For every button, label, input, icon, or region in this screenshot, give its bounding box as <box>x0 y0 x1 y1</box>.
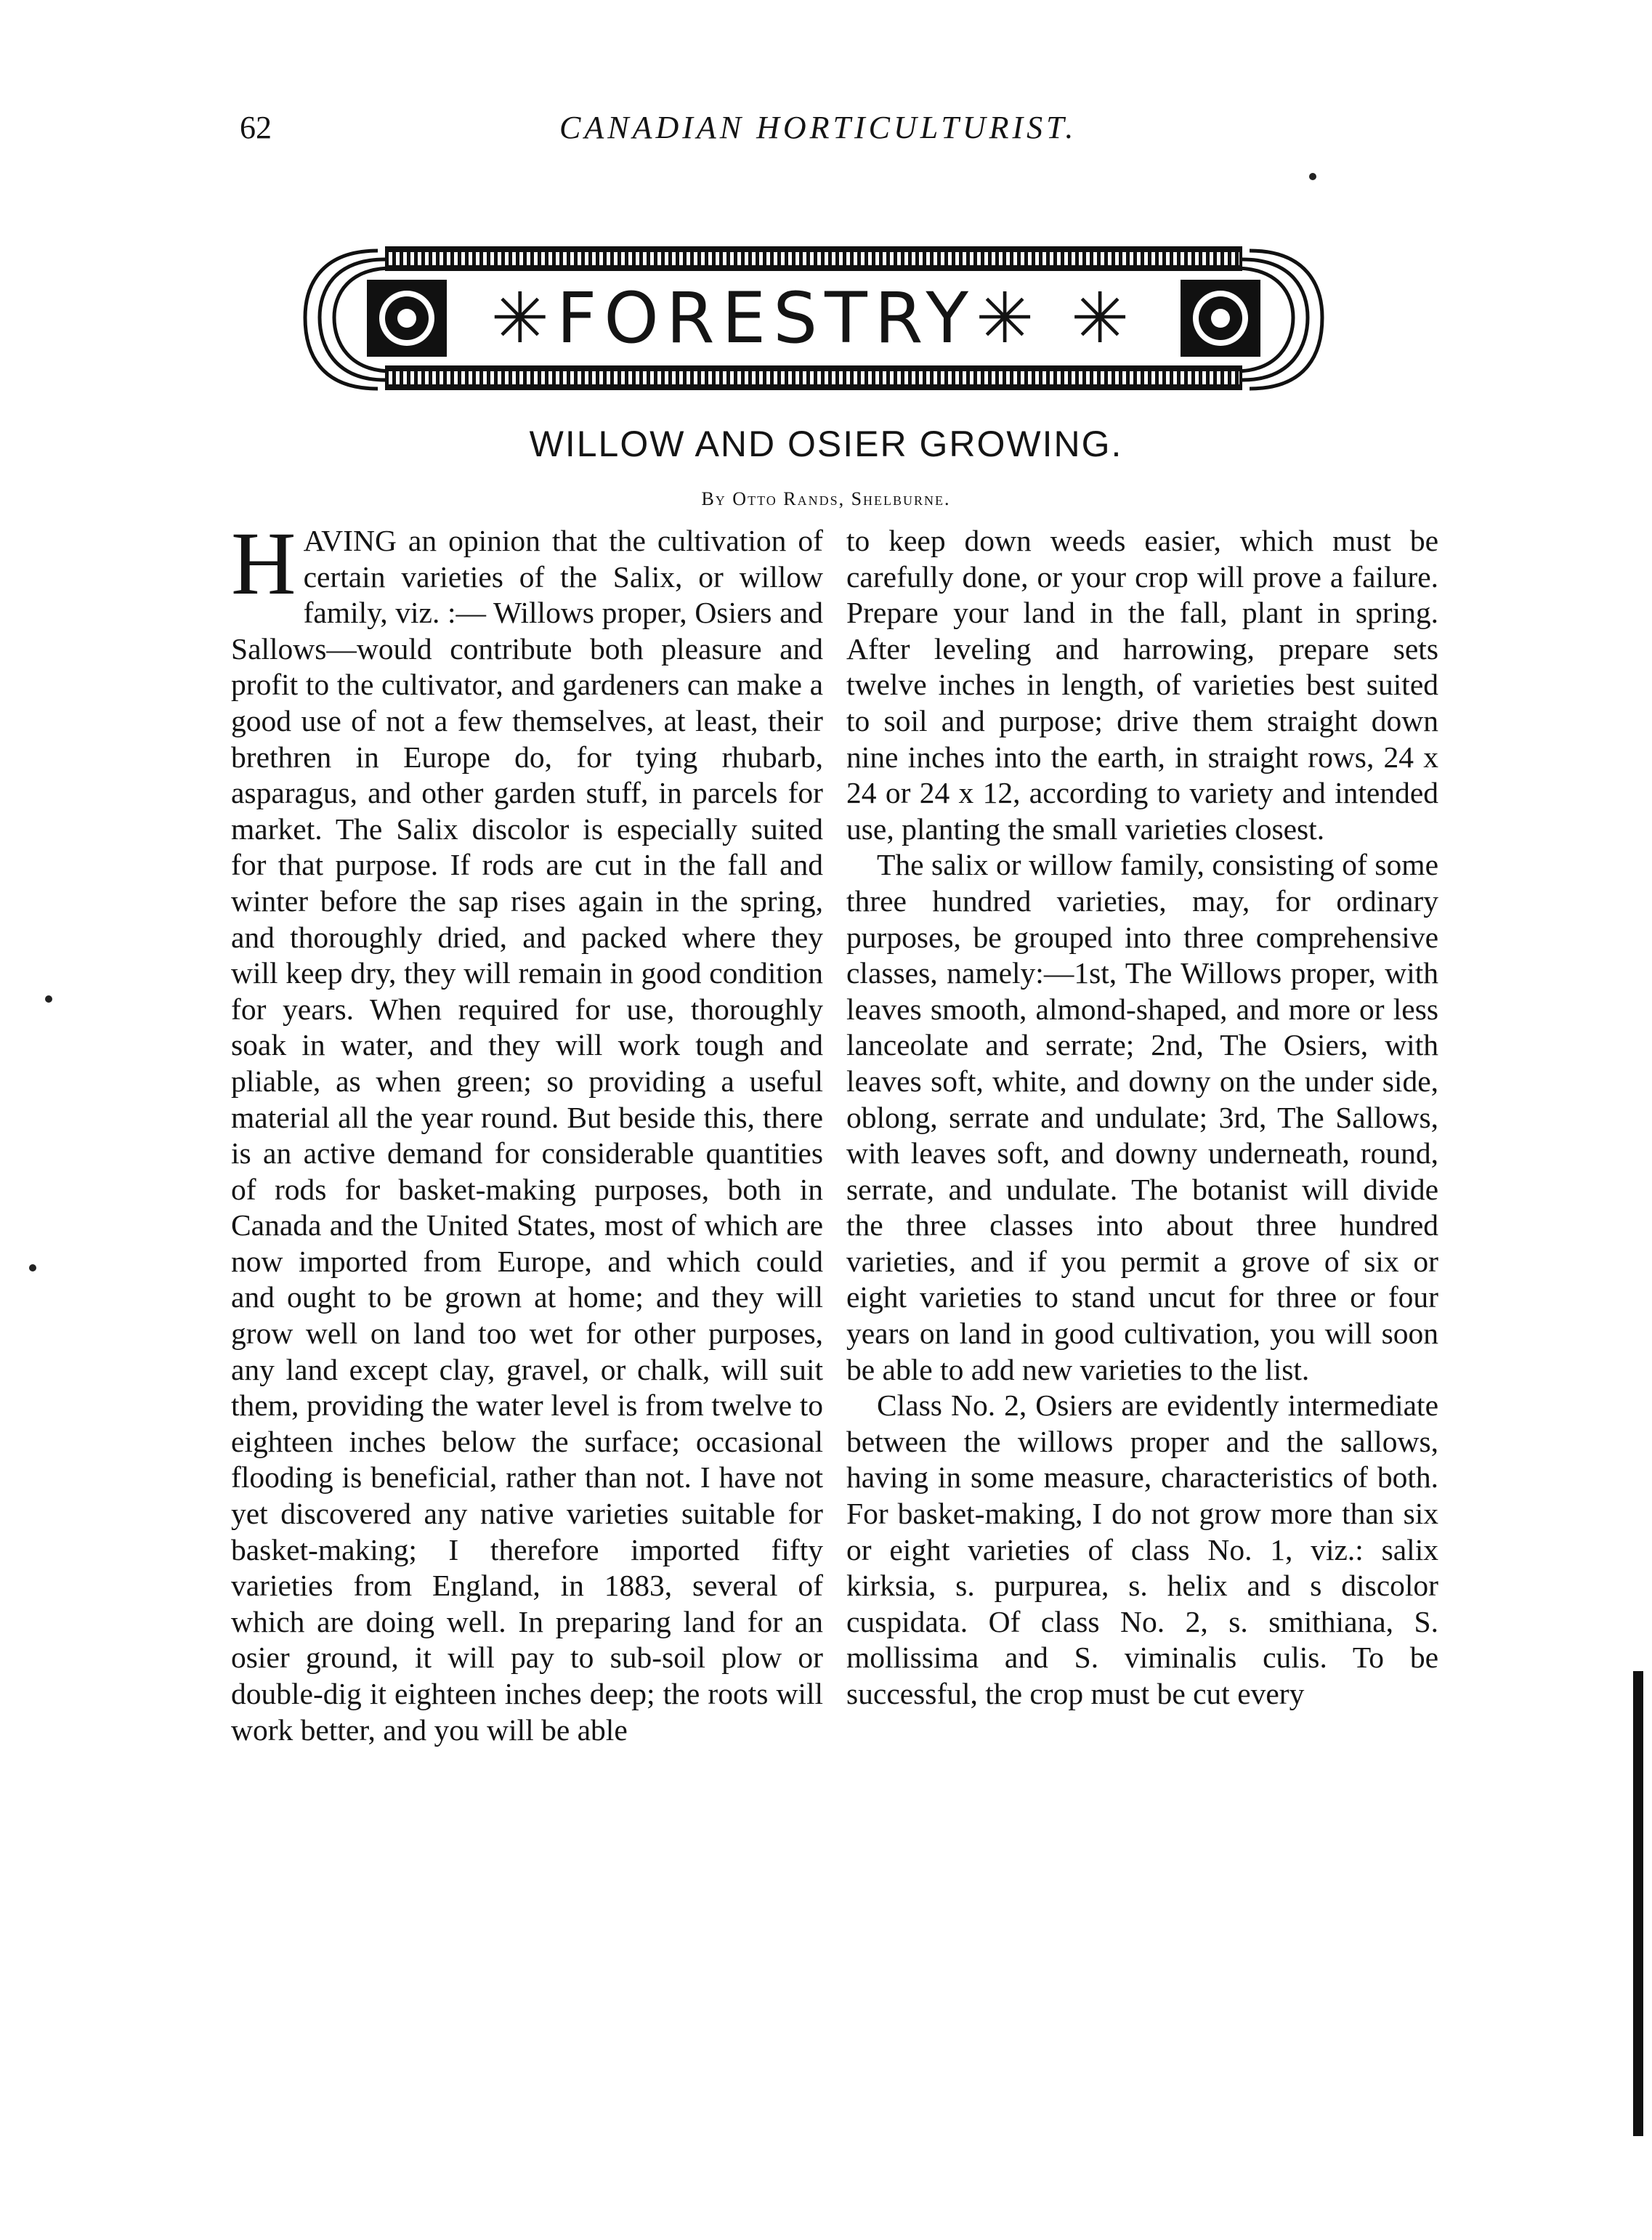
scan-speck <box>45 995 52 1003</box>
forestry-banner <box>298 236 1329 400</box>
binding-edge <box>1633 1671 1643 2136</box>
paragraph-text: AVING an opinion that the cultivation of certain varieties of the Salix, or willow family, viz. :— Willows proper, Osiers and Sallows—would contribute both pleasure and profit to the cultivator, and gardeners can make a good use of not a few themselves, at least, their brethren in Europe do, for tying rhubarb, asparagus, and other garden stuff, in parcels for market. The Salix discolor is especially suited for that purpose. If rods are cut in the fall and winter before the sap rises again in the spring, and thoroughly dried, and packed where they will keep dry, they will remain in good condition for years. When required for use, thoroughly soak in water, and they will work tough and pliable, as when green; so providing a useful material all the year round. But beside this, there is an active demand for considerable quantities of rods for basket-making purposes, both in Canada and the United States, most of which are now imported from Europe, and which could and ought to be grown at home; and they will grow well on land too wet for other purposes, any land except clay, gravel, or chalk, will suit them, providing the water level is from twelve to eighteen inches below the surface; occasional flooding is beneficial, rather than not. I have not yet discovered any native varieties suitable for basket-making; I therefore imported fifty varieties from England, in 1883, several of which are doing well. In preparing land for an osier ground, it will pay to sub-soil plow or double-dig it eighteen inches deep; the roots will work better, and you will be able <box>231 524 823 1747</box>
scan-speck <box>29 1264 36 1271</box>
scan-speck <box>1309 173 1316 180</box>
running-head: CANADIAN HORTICULTURIST. <box>559 110 1077 145</box>
article-byline: By Otto Rands, Shelburne. <box>701 488 951 509</box>
drop-cap: H <box>231 514 296 613</box>
page-number: 62 <box>240 110 272 145</box>
paragraph: The salix or willow family, consisting of some three hundred varieties, may, for ordinary purposes, be grouped into three comprehensive classes, namely:—1st, The Willows proper, with leaves smooth, almond-shaped, and more or less lanceolate and serrate; 2nd, The Osiers, with leaves soft, white, and downy on the under side, oblong, serrate and undulate; 3rd, The Sallows, with leaves soft, and downy underneath, round, serrate, and undulate. The botanist will divide the three classes into about three hundred varieties, and if you permit a grove of six or eight varieties to stand uncut for three or four years on land in good cultivation, you will soon be able to add new varieties to the list. <box>846 848 1438 1386</box>
right-column <box>846 523 1438 1713</box>
banner-title: ✳FORESTRY✳ ✳ <box>490 277 1137 359</box>
paragraph: to keep down weeds easier, which must be carefully done, or your crop will prove a failure. Prepare your land in the fall, plant in spring. After leveling and harrowing, prepare sets twelve inches in length, of varieties best suited to soil and purpose; drive them straight down nine inches into the earth, in straight rows, 24 x 24 or 24 x 12, according to variety and intended use, planting the small varieties closest. <box>846 524 1438 846</box>
paragraph: Class No. 2, Osiers are evidently intermediate between the willows proper and the sallows, having in some measure, characteristics of both. For basket-making, I do not grow more than six or eight varieties of class No. 1, viz.: salix kirksia, s. purpurea, s. helix and s discolor cuspidata. Of class No. 2, s. smithiana, S. mollissima and S. viminalis culis. To be successful, the crop must be cut every <box>846 1388 1438 1710</box>
article-title: WILLOW AND OSIER GROWING. <box>529 424 1123 464</box>
left-column <box>231 514 823 1748</box>
paragraph <box>231 514 823 1748</box>
